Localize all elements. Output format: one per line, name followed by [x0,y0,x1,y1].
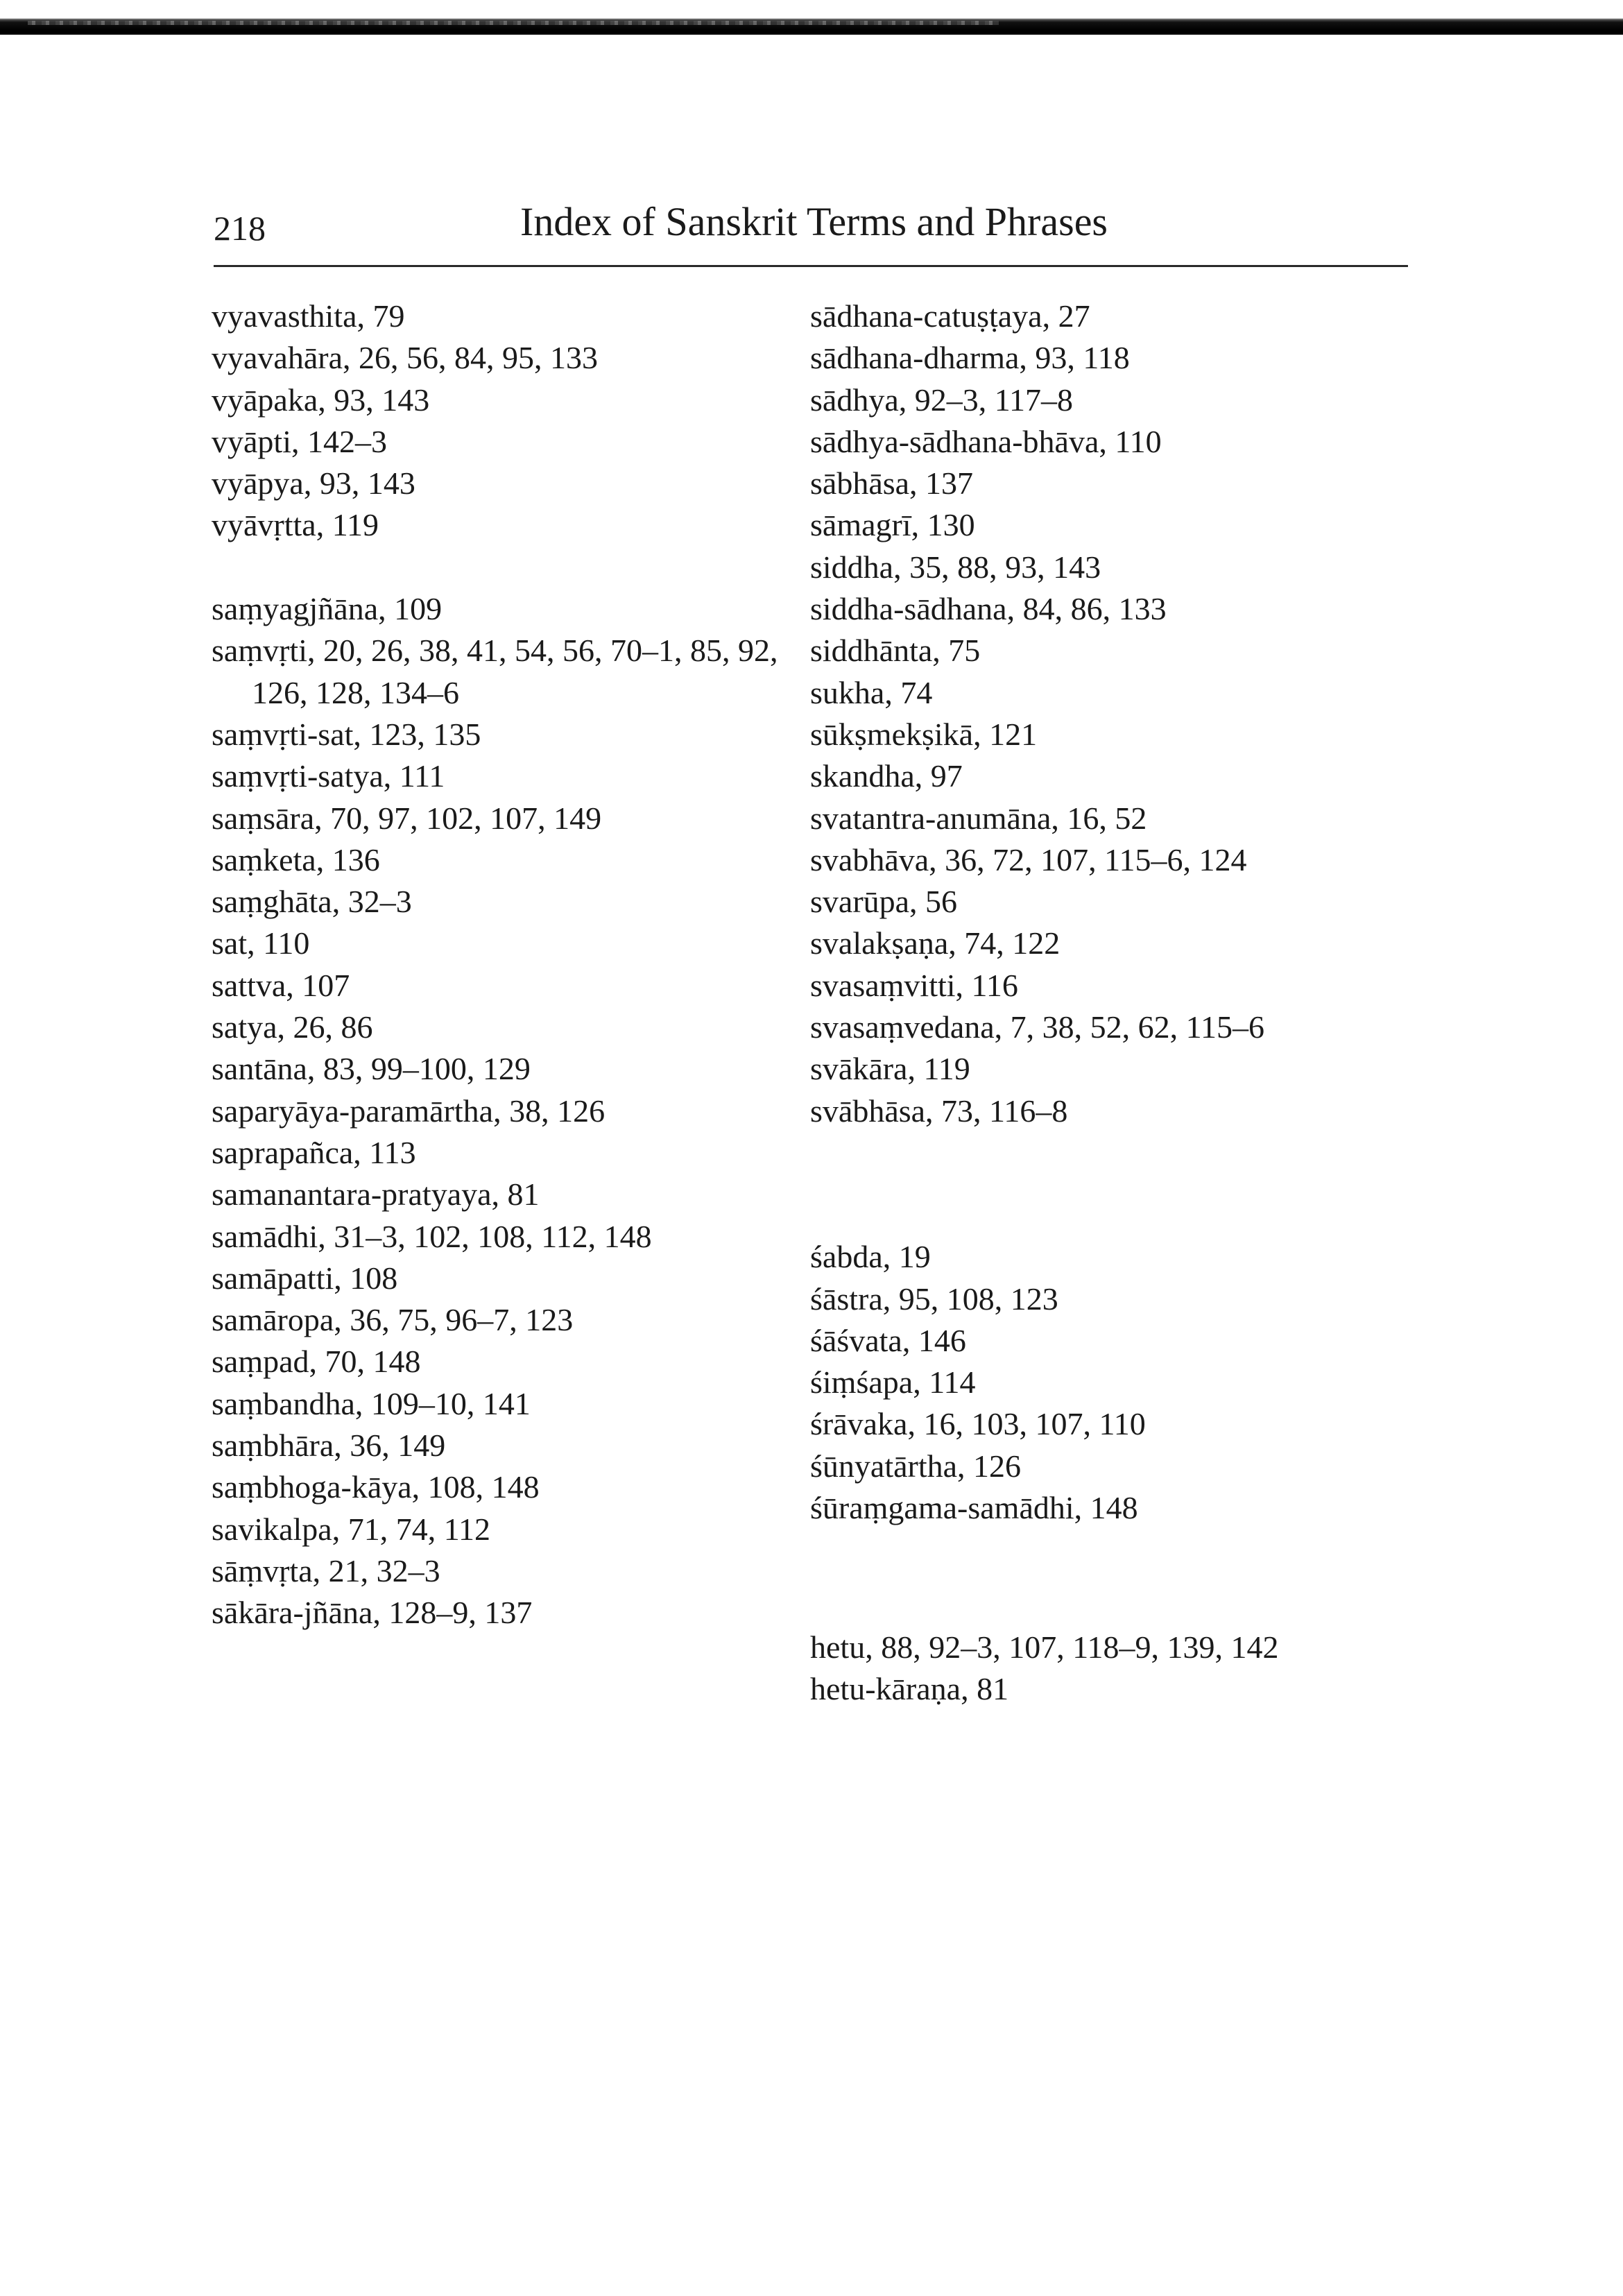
index-entry: sāmagrī, 130 [810,507,975,543]
index-entry: svabhāva, 36, 72, 107, 115–6, 124 [810,841,1247,877]
page-number: 218 [214,209,266,248]
index-entry: vyāvṛtta, 119 [212,507,379,543]
index-entry: saṃbhoga-kāya, 108, 148 [212,1469,540,1505]
index-entry: saṃyagjñāna, 109 [212,591,443,627]
index-entry: saṃbhāra, 36, 149 [212,1428,446,1464]
index-entry: śabda, 19 [810,1239,931,1275]
index-entry: śrāvaka, 16, 103, 107, 110 [810,1406,1146,1442]
index-entry: saṃpad, 70, 148 [212,1344,421,1380]
page-header [214,191,1408,268]
index-entry: savikalpa, 71, 74, 112 [212,1511,491,1547]
index-entry: svalakṣaṇa, 74, 122 [810,925,1060,961]
index-entry: hetu-kāraṇa, 81 [810,1670,1009,1706]
index-entry: svasaṃvedana, 7, 38, 52, 62, 115–6 [810,1009,1264,1045]
index-entry: siddha-sādhana, 84, 86, 133 [810,591,1167,627]
index-entry: saṃvṛti-satya, 111 [212,758,445,794]
scan-edge-bar [0,0,1623,35]
index-entry: svākāra, 119 [810,1051,970,1087]
index-entry: siddha, 35, 88, 93, 143 [810,549,1101,585]
index-entry: samāropa, 36, 75, 96–7, 123 [212,1302,574,1338]
index-entry: samāpatti, 108 [212,1260,398,1296]
index-entry: śūnyatārtha, 126 [810,1448,1022,1484]
index-entry: śāstra, 95, 108, 123 [810,1280,1058,1317]
index-entry: vyavasthita, 79 [212,298,405,334]
index-entry: sāṃvṛta, 21, 32–3 [212,1552,440,1588]
running-title: Index of Sanskrit Terms and Phrases [520,199,1108,244]
index-entry: samanantara-pratyaya, 81 [212,1176,540,1213]
index-entry: saṃsāra, 70, 97, 102, 107, 149 [212,800,602,836]
group-spacer [810,1194,1407,1236]
index-entry: saṃketa, 136 [212,841,380,877]
index-entry: sattva, 107 [212,967,350,1003]
index-entry: vyāpya, 93, 143 [212,465,415,502]
index-entry: saṃvṛti-sat, 123, 135 [212,716,481,752]
index-entry: saprapañca, 113 [212,1134,416,1170]
index-entry: hetu, 88, 92–3, 107, 118–9, 139, 142 [810,1629,1279,1665]
index-entry: sat, 110 [212,925,310,961]
index-entry: vyāpti, 142–3 [212,423,387,459]
index-entry: santāna, 83, 99–100, 129 [212,1051,531,1087]
index-entry: samādhi, 31–3, 102, 108, 112, 148 [212,1218,652,1254]
index-entry: svasaṃvitti, 116 [810,967,1018,1003]
index-entry: sābhāsa, 137 [810,465,974,502]
index-entry: svarūpa, 56 [810,884,958,920]
index-entry: sukha, 74 [810,674,933,710]
index-entry: saṃvṛti, 20, 26, 38, 41, 54, 56, 70–1, 85, 92, 126, 128, 134–6 [212,633,778,710]
index-entry: śāśvata, 146 [810,1322,966,1358]
index-entry: śūraṃgama-samādhi, 148 [810,1490,1138,1526]
index-entry: saṃbandha, 109–10, 141 [212,1385,531,1421]
index-entry: saṃghāta, 32–3 [212,884,412,920]
index-entry: svābhāsa, 73, 116–8 [810,1093,1068,1129]
group-spacer [810,1584,1407,1626]
index-entry: satya, 26, 86 [212,1009,373,1045]
index-entry: śiṃśapa, 114 [810,1364,976,1400]
index-entry: vyāpaka, 93, 143 [212,382,430,418]
index-entry: sādhana-catuṣṭaya, 27 [810,298,1090,334]
index-entry: sādhana-dharma, 93, 118 [810,340,1130,376]
group-spacer [810,1132,1407,1194]
index-entry: vyavahāra, 26, 56, 84, 95, 133 [212,340,598,376]
index-entry: sākāra-jñāna, 128–9, 137 [212,1595,533,1631]
header-rule [214,265,1408,267]
group-spacer [810,1529,1407,1584]
index-column-right [810,295,1407,1710]
index-entry: sūkṣmekṣikā, 121 [810,716,1038,752]
index-entry: sādhya, 92–3, 117–8 [810,382,1074,418]
index-entry: sādhya-sādhana-bhāva, 110 [810,423,1162,459]
index-entry: svatantra-anumāna, 16, 52 [810,800,1147,836]
index-entry: saparyāya-paramārtha, 38, 126 [212,1093,606,1129]
index-entry: skandha, 97 [810,758,963,794]
group-spacer [212,547,787,588]
index-entry: siddhānta, 75 [810,633,981,669]
index-column-left [212,295,787,1634]
